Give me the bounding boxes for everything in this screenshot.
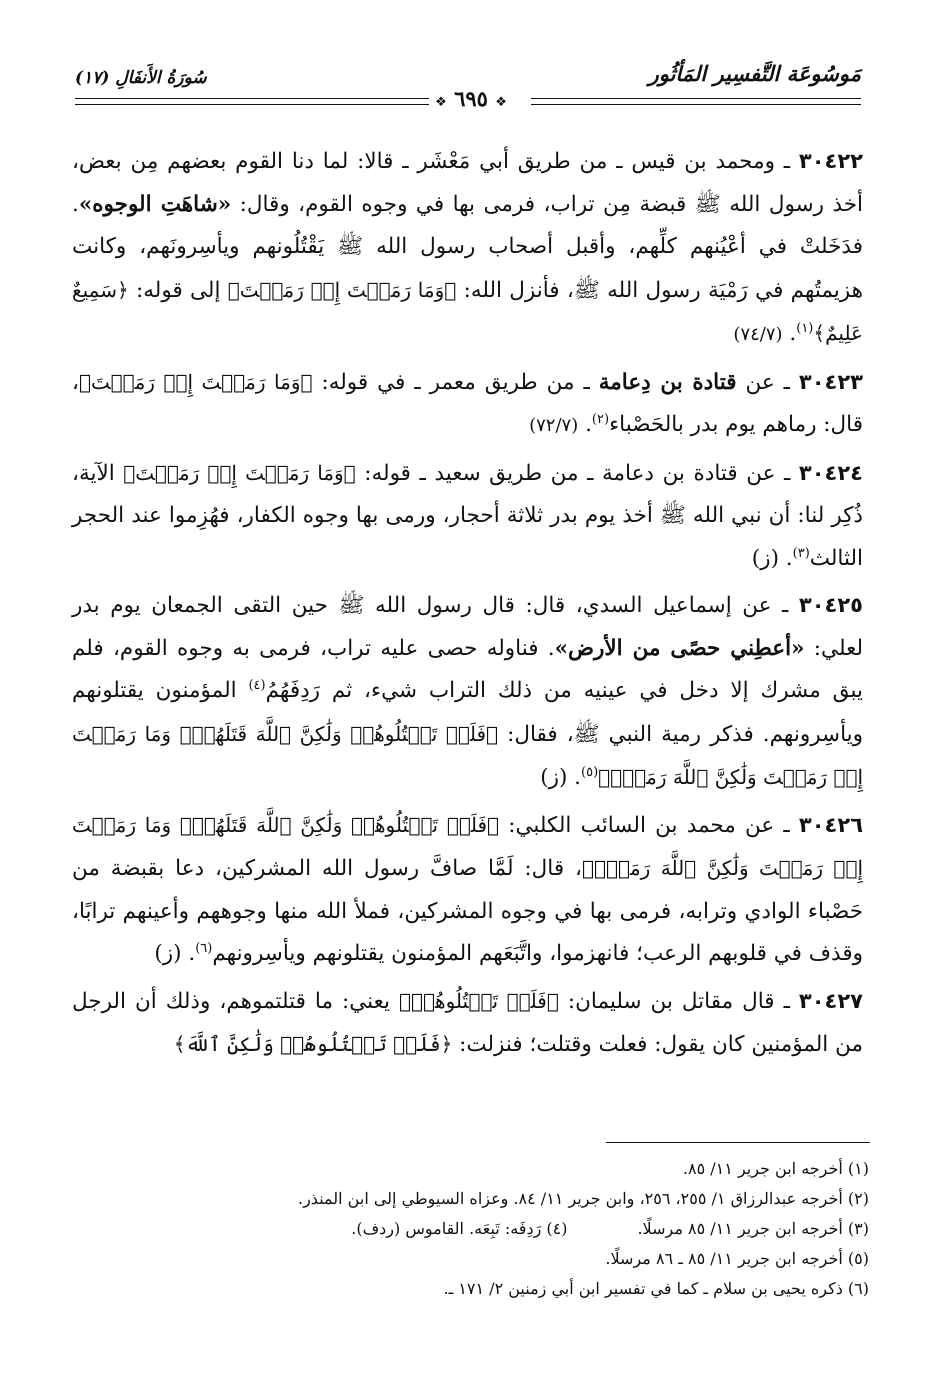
entry-number: ٣٠٤٢٦ (798, 812, 864, 837)
quran-verse: ﴿وَمَا رَمَيۡتَ إِذۡ رَمَيۡتَ﴾ (78, 369, 313, 394)
footnote-marker: (٣) (792, 545, 810, 561)
footnote-row (78, 1274, 869, 1304)
text-run: . (ز) (154, 941, 196, 966)
text-run: ـ عن (736, 369, 799, 395)
footnote: (٥) أخرجه ابن جرير ١١/ ٨٥ ـ ٨٦ مرسلًا. (605, 1249, 869, 1268)
footnote-marker: (٢) (591, 411, 610, 427)
emphasis-text: قتادة بن دِعامة (598, 369, 737, 395)
footnote: (٢) أخرجه عبدالرزاق ١/ ٢٥٥، ٢٥٦، وابن جرير ١١/ ٨٤. وعزاه السيوطي إلى ابن المنذر. (297, 1189, 869, 1208)
surah-label: سُورَةُ الأَنفَالِ (١٧) (75, 68, 207, 88)
footnote-row (78, 1244, 869, 1274)
text-run: ـ ومحمد بن قيس ـ من طريق أبي مَعْشَر ـ قالا: لما دنا القوم بعضهم مِن بعض، أخذ رسول الله ﷺ قبضة مِن تراب، فرمى بها في وجوه القوم، وقال: (72, 149, 864, 217)
footnote-marker: (٤) (248, 677, 266, 693)
quran-verse: ﴿سَمِيعٌ عَلِيمٌ﴾ (72, 277, 863, 345)
footnote-marker: (١) (796, 320, 814, 336)
emphasis-text: «أعطِني حصًى من الأرض» (554, 635, 805, 661)
entry-6 (72, 980, 863, 1067)
entry-3 (72, 452, 863, 581)
entry-number: ٣٠٤٢٤ (798, 460, 863, 485)
page-number (429, 86, 513, 111)
quran-verse: ﴿وَمَا رَمَيۡتَ إِذۡ رَمَيۡتَ﴾ (227, 277, 457, 302)
quran-verse: ﴿وَمَا رَمَيۡتَ إِذۡ رَمَيۡتَ﴾ (123, 460, 356, 485)
footnote-row (78, 1214, 869, 1244)
page-header (75, 58, 861, 114)
quran-verse: ﴿فَلَمۡ تَقۡتُلُوهُمۡ وَلَٰكِنَّ ٱللَّهَ قَتَلَهُمۡۚ وَمَا رَمَيۡتَ إِذۡ رَمَيۡتَ وَلَٰكِنَّ ٱللَّهَ رَمَىٰۚ﴾ (72, 812, 863, 880)
page-number-value: ٦٩٥ (454, 86, 488, 111)
footnote: (٣) أخرجه ابن جرير ١١/ ٨٥ مرسلًا. (637, 1219, 869, 1238)
entry-number: ٣٠٤٢٧ (798, 988, 863, 1013)
footnote-row (78, 1184, 869, 1214)
footnotes (78, 1154, 869, 1304)
text-run: ـ عن قتادة بن دعامة ـ من طريق سعيد ـ قوله: (355, 460, 799, 486)
footnote: (٦) ذكره يحيى بن سلام ـ كما في تفسير ابن أبي زمنين ٢/ ١٧١ ـ. (443, 1279, 869, 1298)
entry-number: ٣٠٤٢٥ (798, 593, 863, 617)
main-text (72, 140, 863, 1071)
volume-ref: (٧٤/٧) (733, 324, 783, 345)
entry-2 (72, 361, 863, 448)
text-run: . (578, 412, 592, 437)
footnote: (١) أخرجه ابن جرير ١١/ ٨٥. (682, 1159, 869, 1178)
header-rule-left (75, 98, 445, 105)
text-run: ، قال: رماهم يوم بدر بالحَصْباء (72, 369, 863, 437)
text-run: ـ عن إسماعيل السدي، قال: قال رسول الله ﷺ حين التقى الجمعان يوم بدر لعلي: (72, 593, 863, 661)
entry-5 (72, 804, 863, 976)
text-run: . (782, 321, 797, 346)
text-run: . فدَخَلتْ في أعْيُنهم كلِّهم، وأقبل أصحاب رسول الله ﷺ يَقْتُلُونهم ويأسِرونَهم، وكانت هزيمتُهم في رَمْيَة رسول الله ﷺ، فأنزل الله: (72, 191, 863, 303)
quran-verse: ﴿فَلَمۡ تَقۡتُلُوهُمۡ وَلَٰكِنَّ ٱللَّهَ﴾ (173, 1032, 453, 1056)
quran-verse: ﴿فَلَمۡ تَقۡتُلُوهُمۡ﴾ (399, 988, 559, 1013)
text-run: المؤمنون يقتلونهم ويأسِرونهم. فذكر رمية النبي ﷺ، فقال: (72, 678, 863, 747)
book-title: مَوسُوعَة التَّفسِير المَأثُور (648, 62, 861, 86)
footnote-row (78, 1154, 869, 1184)
text-run: ـ من طريق معمر ـ في قوله: (312, 369, 599, 395)
volume-ref: (٧٢/٧) (529, 415, 579, 436)
header-rule-right (531, 98, 861, 105)
entry-1 (72, 140, 863, 357)
text-run: ـ قال مقاتل بن سليمان: (558, 988, 799, 1014)
footnote-divider (606, 1142, 870, 1143)
text-run: . فناوله حصى عليه تراب، فرمى به وجوه القوم، فلم يبق مشرك إلا دخل في عينيه من ذلك التراب شيء، ثم رَدِفَهُمُ (72, 635, 864, 703)
text-run: ـ عن محمد بن السائب الكلبي: (499, 812, 799, 838)
entry-4 (72, 584, 863, 800)
text-run: إلى قوله: (128, 277, 228, 303)
emphasis-text: «شاهَتِ الوجوه» (78, 191, 232, 217)
footnote: (٤) رَدِفَه: تَبِعَه. القاموس (ردف). (351, 1219, 568, 1238)
text-run: يعني: ما قتلتموهم، وذلك أن الرجل من المؤمنين كان يقول: فعلت وقتلت؛ فنزلت: (72, 988, 863, 1057)
entry-number: ٣٠٤٢٣ (798, 369, 863, 394)
text-run: . (ز) (540, 765, 582, 790)
text-run: ، قال: لَمَّا صافَّ رسول الله المشركين، دعا بقبضة من حَصْباء الوادي وترابه، فرمى بها في وجوه المشركين، فملأ الله منها وجوههم وأعينهم ترابًا، وقذف في قلوبهم الرعب؛ فانهزموا، واتَّبَعَهم المؤمنون يقتلونهم ويأسِرونهم (72, 856, 863, 966)
footnote-marker: (٥) (581, 764, 599, 780)
entry-number: ٣٠٤٢٢ (798, 149, 863, 173)
text-run: الآية، ذُكِر لنا: أن نبي الله ﷺ أخذ يوم بدر ثلاثة أحجار، ورمى بها وجوه الكفار، فهُزِموا عند الحجر الثالث (72, 460, 863, 571)
footnote-marker: (٦) (195, 940, 213, 956)
quran-verse: ﴿فَلَمۡ تَقۡتُلُوهُمۡ وَلَٰكِنَّ ٱللَّهَ قَتَلَهُمۡۚ وَمَا رَمَيۡتَ إِذۡ رَمَيۡتَ وَلَٰكِنَّ ٱللَّهَ رَمَىٰۚ﴾ (72, 721, 863, 789)
text-run: . (ز) (751, 545, 793, 571)
ornament-icon: ❖ (495, 95, 507, 110)
ornament-icon: ❖ (435, 95, 447, 110)
